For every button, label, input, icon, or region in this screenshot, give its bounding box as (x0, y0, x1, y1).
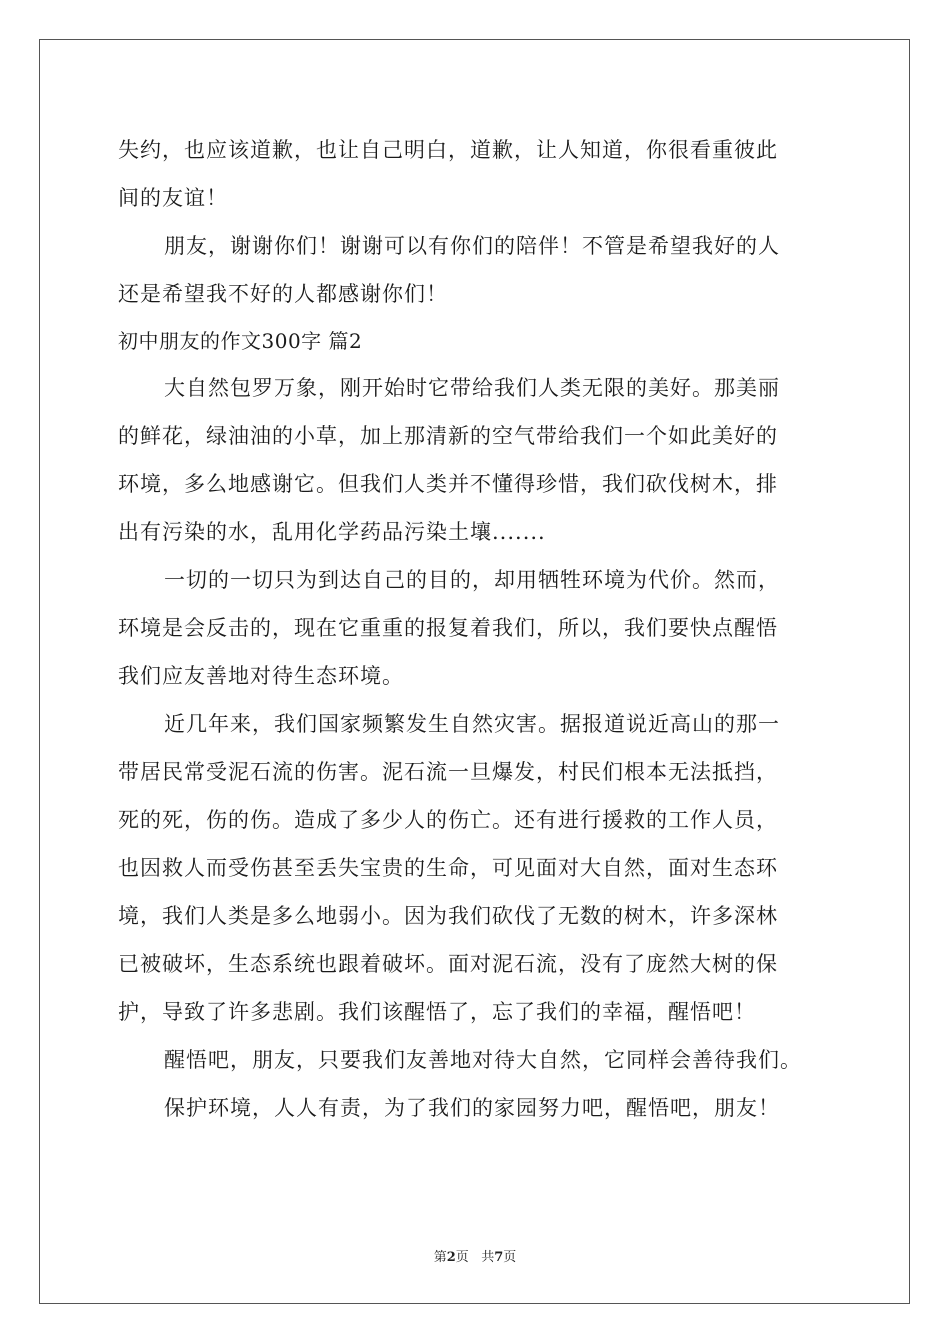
section-heading: 初中朋友的作文300字 篇2 (118, 329, 363, 353)
text-line: 失约，也应该道歉，也让自己明白，道歉，让人知道，你很看重彼此 (118, 138, 778, 162)
text-line: 醒悟吧，朋友，只要我们友善地对待大自然，它同样会善待我们。 (164, 1048, 802, 1072)
page-number: 2 (446, 1250, 456, 1265)
text-line: 我们应友善地对待生态环境。 (118, 664, 404, 688)
total-pages: 7 (494, 1250, 504, 1265)
total-suffix: 页 (503, 1250, 517, 1265)
page-suffix: 页 (455, 1250, 469, 1265)
page-footer (0, 1246, 950, 1265)
text-line: 死的死，伤的伤。造成了多少人的伤亡。还有进行援救的工作人员， (118, 808, 778, 832)
text-line: 间的友谊！ (118, 186, 228, 210)
text-line: 一切的一切只为到达自己的目的，却用牺牲环境为代价。然而， (164, 568, 780, 592)
text-line: 已被破坏，生态系统也跟着破坏。面对泥石流，没有了庞然大树的保 (118, 952, 778, 976)
text-line: 环境是会反击的，现在它重重的报复着我们，所以，我们要快点醒悟 (118, 616, 778, 640)
text-line: 大自然包罗万象，刚开始时它带给我们人类无限的美好。那美丽 (164, 376, 780, 400)
text-line: 护，导致了许多悲剧。我们该醒悟了，忘了我们的幸福，醒悟吧！ (118, 1000, 756, 1024)
total-prefix: 共 (481, 1250, 495, 1265)
text-line: 也因救人而受伤甚至丢失宝贵的生命，可见面对大自然，面对生态环 (118, 856, 778, 880)
text-line: 出有污染的水，乱用化学药品污染土壤....... (118, 520, 546, 544)
page-prefix: 第 (433, 1250, 447, 1265)
text-line: 朋友，谢谢你们！谢谢可以有你们的陪伴！不管是希望我好的人 (164, 234, 780, 258)
text-line: 保护环境，人人有责，为了我们的家园努力吧，醒悟吧，朋友！ (164, 1096, 780, 1120)
text-line: 的鲜花，绿油油的小草，加上那清新的空气带给我们一个如此美好的 (118, 424, 778, 448)
text-line: 近几年来，我们国家频繁发生自然灾害。据报道说近高山的那一 (164, 712, 780, 736)
document-body (118, 126, 858, 1132)
text-line: 还是希望我不好的人都感谢你们！ (118, 282, 448, 306)
text-line: 环境，多么地感谢它。但我们人类并不懂得珍惜，我们砍伐树木，排 (118, 472, 778, 496)
text-line: 境，我们人类是多么地弱小。因为我们砍伐了无数的树木，许多深林 (118, 904, 778, 928)
text-line: 带居民常受泥石流的伤害。泥石流一旦爆发，村民们根本无法抵挡， (118, 760, 778, 784)
